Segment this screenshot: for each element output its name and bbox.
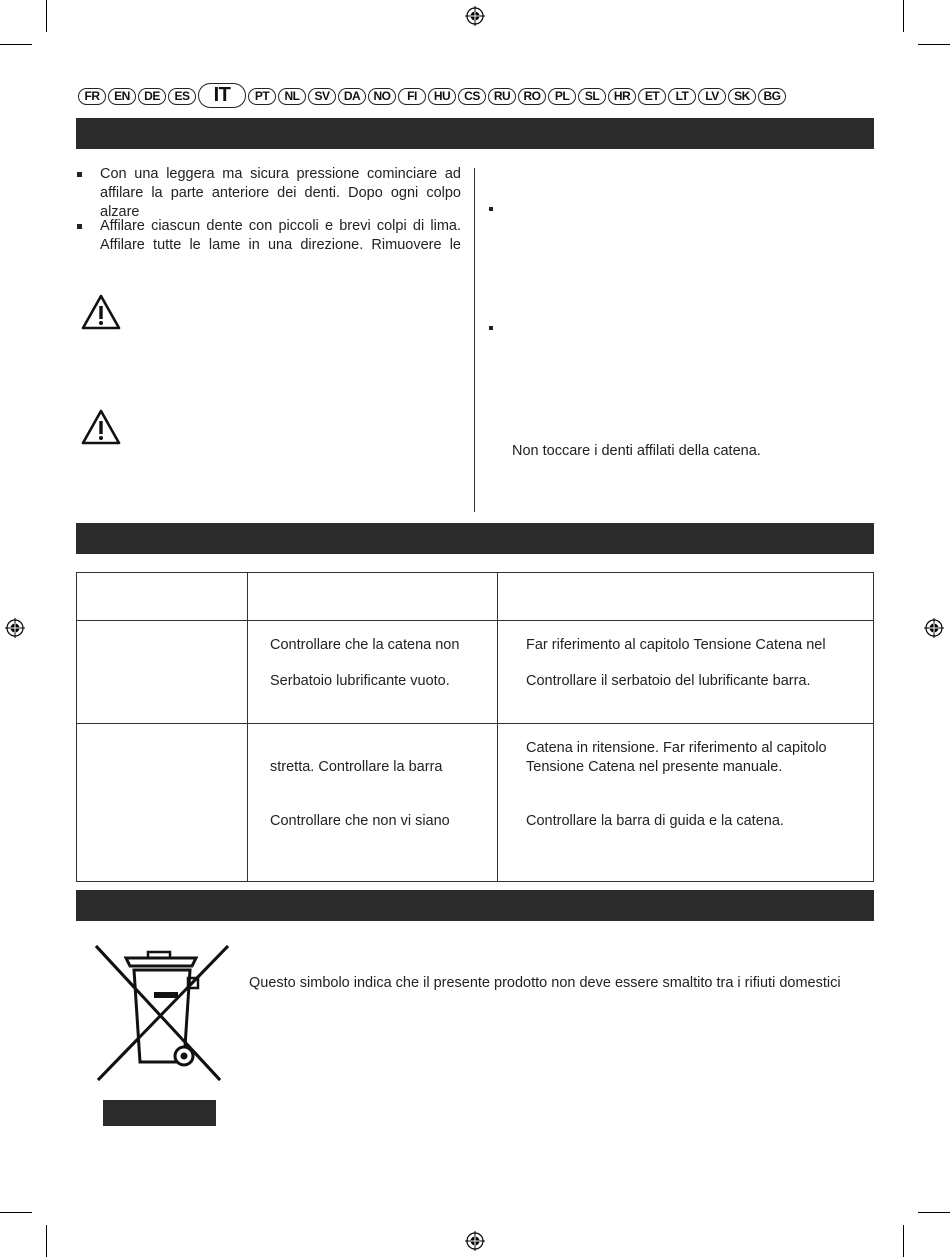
table-cell: Catena in ritensione. Far riferimento al capitolo xyxy=(526,740,827,756)
language-tab-bg[interactable]: BG xyxy=(758,88,786,105)
language-tab-fr[interactable]: FR xyxy=(78,88,106,105)
section-header-band xyxy=(76,118,874,149)
left-bullet-2: Affilare ciascun dente con piccoli e brevi colpi di lima. Affilare tutte le lame in una direzione. Rimuovere le xyxy=(100,218,461,253)
language-tab-es[interactable]: ES xyxy=(168,88,196,105)
language-tab-sv[interactable]: SV xyxy=(308,88,336,105)
language-tab-ru[interactable]: RU xyxy=(488,88,516,105)
bullet-marker xyxy=(77,224,82,229)
language-tab-sl[interactable]: SL xyxy=(578,88,606,105)
left-bullet-1: Con una leggera ma sicura pressione cominciare ad affilare la parte anteriore dei denti. Dopo ogni colpo alzare xyxy=(100,166,461,220)
language-tab-pl[interactable]: PL xyxy=(548,88,576,105)
section-header-band xyxy=(76,523,874,554)
table-cell: Tensione Catena nel presente manuale. xyxy=(526,759,783,775)
table-row xyxy=(77,724,874,882)
language-tab-de[interactable]: DE xyxy=(138,88,166,105)
table-cell: Controllare che non vi siano xyxy=(270,813,450,829)
language-tab-en[interactable]: EN xyxy=(108,88,136,105)
warning-icon xyxy=(81,294,121,330)
table-row xyxy=(77,621,874,724)
crop-mark xyxy=(918,1212,950,1213)
language-tab-ro[interactable]: RO xyxy=(518,88,546,105)
crop-mark xyxy=(46,0,47,32)
table-cell: Controllare la barra di guida e la catena. xyxy=(526,813,784,829)
registration-mark-icon xyxy=(465,6,485,26)
table-cell: Serbatoio lubrificante vuoto. xyxy=(270,673,450,689)
troubleshooting-table xyxy=(76,572,874,882)
table-header-row xyxy=(77,573,874,621)
language-tab-lt[interactable]: LT xyxy=(668,88,696,105)
weee-bar xyxy=(103,1100,216,1126)
language-tab-hr[interactable]: HR xyxy=(608,88,636,105)
crop-mark xyxy=(46,1225,47,1257)
section-header-band xyxy=(76,890,874,921)
language-tab-it[interactable]: IT xyxy=(198,83,246,108)
registration-mark-icon xyxy=(924,618,944,638)
language-tab-sk[interactable]: SK xyxy=(728,88,756,105)
table-cell: Controllare che la catena non xyxy=(270,637,460,653)
language-tab-cs[interactable]: CS xyxy=(458,88,486,105)
crop-mark xyxy=(0,44,32,45)
language-tab-et[interactable]: ET xyxy=(638,88,666,105)
language-tab-pt[interactable]: PT xyxy=(248,88,276,105)
language-tab-lv[interactable]: LV xyxy=(698,88,726,105)
crop-mark xyxy=(0,1212,32,1213)
right-note: Non toccare i denti affilati della catena. xyxy=(512,443,761,459)
crossed-bin-icon xyxy=(92,942,232,1082)
crop-mark xyxy=(918,44,950,45)
crop-mark xyxy=(903,1225,904,1257)
environment-text: Questo simbolo indica che il presente prodotto non deve essere smaltito tra i rifiuti domestici xyxy=(249,975,841,991)
column-divider xyxy=(474,168,475,512)
language-tab-fi[interactable]: FI xyxy=(398,88,426,105)
registration-mark-icon xyxy=(465,1231,485,1251)
bullet-marker xyxy=(77,172,82,177)
bullet-marker xyxy=(489,326,493,330)
crop-mark xyxy=(903,0,904,32)
table-cell: Far riferimento al capitolo Tensione Catena nel xyxy=(526,637,826,653)
language-selector xyxy=(78,83,874,106)
registration-mark-icon xyxy=(5,618,25,638)
bullet-marker xyxy=(489,207,493,211)
language-tab-no[interactable]: NO xyxy=(368,88,396,105)
warning-icon xyxy=(81,409,121,445)
language-tab-hu[interactable]: HU xyxy=(428,88,456,105)
table-cell: Controllare il serbatoio del lubrificante barra. xyxy=(526,673,811,689)
table-cell: stretta. Controllare la barra xyxy=(270,759,443,775)
language-tab-da[interactable]: DA xyxy=(338,88,366,105)
language-tab-nl[interactable]: NL xyxy=(278,88,306,105)
